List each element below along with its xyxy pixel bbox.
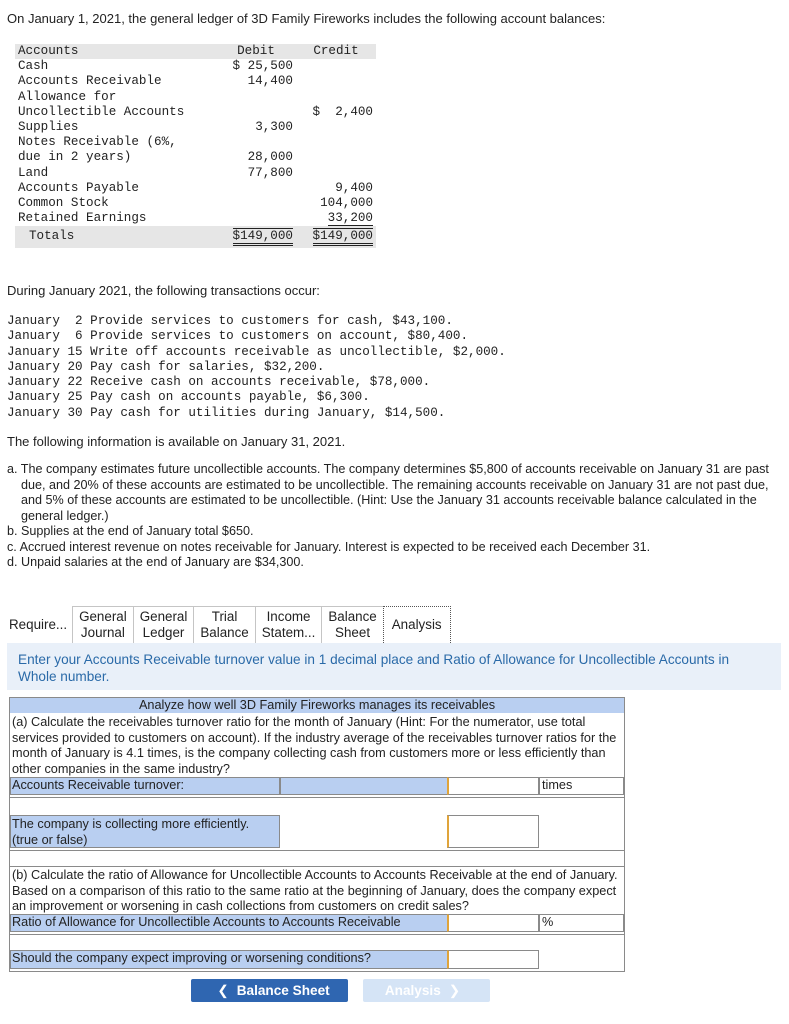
credit-value	[296, 166, 376, 181]
transaction-line: January 15 Write off accounts receivable as uncollectible, $2,000.	[7, 344, 506, 359]
analysis-panel	[9, 697, 625, 972]
instruction-banner: Enter your Accounts Receivable turnover value in 1 decimal place and Ratio of Allowance for Uncollectible Accounts in Whole number.	[7, 643, 781, 690]
table-row	[15, 74, 376, 89]
debit-value	[216, 181, 296, 196]
divider	[10, 797, 624, 798]
tab-bar	[7, 606, 450, 643]
transaction-line: January 25 Pay cash on accounts payable, $6,300.	[7, 390, 370, 405]
totals-label: Totals	[15, 226, 216, 247]
ratio-unit: %	[542, 915, 554, 929]
debit-value	[216, 90, 296, 105]
totals-credit: $149,000	[313, 228, 373, 246]
debit-value	[216, 105, 296, 120]
chevron-left-icon: ❮	[217, 982, 229, 998]
credit-value: 104,000	[320, 196, 373, 211]
transaction-line: January 30 Pay cash for utilities during January, $14,500.	[7, 405, 446, 420]
tab-trial-balance[interactable]	[193, 606, 255, 643]
totals-debit: $149,000	[233, 228, 293, 246]
debit-value: 28,000	[247, 150, 293, 165]
header-debit: Debit	[216, 44, 296, 59]
transactions-list	[7, 314, 506, 421]
info-item-d: d. Unpaid salaries at the end of January are $34,300.	[7, 555, 304, 569]
account-name: Accounts Receivable	[18, 74, 162, 89]
tab-analysis[interactable]: Analysis	[383, 606, 451, 643]
transaction-line: January 6 Provide services to customers on account, $80,400.	[7, 329, 469, 344]
tab-label-line: Journal	[80, 625, 125, 640]
table-row	[15, 196, 376, 211]
credit-value: 9,400	[335, 180, 373, 195]
tab-label-line: Sheet	[335, 625, 371, 640]
tab-label-line: Ledger	[142, 625, 185, 640]
credit-value: $ 2,400	[312, 104, 373, 119]
efficiency-label: The company is collecting more efficiently. (true or false)	[12, 817, 250, 847]
table-row	[15, 166, 376, 181]
credit-value	[296, 135, 376, 150]
tab-required[interactable]: Require...	[7, 606, 73, 643]
chevron-right-icon: ❯	[448, 982, 461, 998]
next-analysis-button[interactable]	[363, 979, 490, 1002]
debit-value: 77,800	[247, 165, 293, 180]
account-name: Supplies	[18, 120, 79, 135]
efficiency-input[interactable]	[447, 815, 539, 848]
account-name: Uncollectible Accounts	[18, 104, 185, 119]
credit-value-underlined: 33,200	[327, 211, 373, 226]
tab-balance-sheet[interactable]	[321, 606, 383, 643]
following-info-intro: The following information is available on January 31, 2021.	[7, 434, 346, 449]
ar-turnover-unit: times	[542, 778, 573, 792]
table-row	[15, 120, 376, 135]
analysis-title: Analyze how well 3D Family Fireworks manages its receivables	[10, 698, 624, 713]
debit-value: 3,300	[255, 120, 293, 135]
table-row	[15, 59, 376, 74]
account-name: Accounts Payable	[18, 180, 139, 195]
conditions-label: Should the company expect improving or worsening conditions?	[12, 951, 371, 965]
tab-general-journal[interactable]	[72, 606, 134, 643]
tab-label-line: Trial	[211, 609, 238, 624]
account-name: Allowance for	[18, 89, 117, 104]
table-row	[15, 150, 376, 165]
prev-button-label: Balance Sheet	[236, 983, 330, 998]
ar-turnover-label: Accounts Receivable turnover:	[12, 778, 185, 792]
debit-value	[216, 211, 296, 226]
header-credit: Credit	[296, 44, 376, 59]
header-accounts: Accounts	[15, 44, 216, 59]
transaction-line: January 2 Provide services to customers for cash, $43,100.	[7, 314, 453, 328]
table-row	[15, 135, 376, 150]
credit-value	[296, 74, 376, 89]
debit-value: $ 25,500	[232, 59, 293, 74]
table-row	[15, 181, 376, 196]
tab-label-line: Balance	[200, 625, 249, 640]
part-b-question: (b) Calculate the ratio of Allowance for Uncollectible Accounts to Accounts Receivable at the end of January. Based on a comparison of this ratio to the same ratio at the beginning of January, does the company expect an improvement or worsening in cash collections from customers on credit sales?	[12, 868, 618, 913]
debit-value	[216, 135, 296, 150]
totals-credit-cell	[296, 226, 376, 247]
table-header-row	[15, 44, 376, 59]
tab-label-line: Balance	[328, 609, 377, 624]
account-name: Common Stock	[18, 196, 109, 211]
table-row	[15, 90, 376, 105]
account-balances-table	[15, 44, 376, 248]
ratio-label: Ratio of Allowance for Uncollectible Accounts to Accounts Receivable	[12, 915, 401, 929]
table-row	[15, 105, 376, 120]
credit-value	[296, 59, 376, 74]
ar-turnover-input[interactable]	[447, 777, 539, 795]
info-item-a: a. The company estimates future uncollectible accounts. The company determines $5,800 of accounts receivable on January 31 are past due, and 20% of these accounts are estimated to be uncollectible. The remaining accounts receivable on January 31 are not past due, and 5% of these accounts are estimated to be uncollectible. (Hint: Use the January 31 accounts receivable balance calculated in the general ledger.)	[7, 462, 769, 523]
next-button-label: Analysis	[384, 983, 441, 998]
ar-turnover-spacer-cell	[280, 777, 449, 795]
prev-balance-sheet-button[interactable]	[191, 979, 348, 1002]
account-name: Notes Receivable (6%,	[18, 135, 177, 150]
tab-income-statement[interactable]	[255, 606, 323, 643]
part-a-question: (a) Calculate the receivables turnover ratio for the month of January (Hint: For the numerator, use total services provided to customers on account). If the industry average of the receivables turnover ratios for the month of January is 4.1 times, is the company collecting cash from customers more or less efficiently than other companies in the same industry?	[12, 715, 617, 776]
transaction-line: January 22 Receive cash on accounts receivable, $78,000.	[7, 375, 431, 390]
credit-value	[296, 120, 376, 135]
table-row	[15, 211, 376, 226]
transactions-intro: During January 2021, the following transactions occur:	[7, 283, 320, 298]
info-item-c: c. Accrued interest revenue on notes receivable for January. Interest is expected to be received each December 31.	[7, 539, 651, 554]
debit-value	[216, 196, 296, 211]
divider	[10, 934, 624, 935]
tab-label-line: Income	[266, 609, 311, 624]
tab-label-line: General	[79, 609, 127, 624]
divider	[10, 866, 624, 867]
transaction-line: January 20 Pay cash for salaries, $32,200.	[7, 359, 325, 374]
credit-value	[296, 211, 376, 226]
totals-row	[15, 226, 376, 247]
divider	[10, 850, 624, 851]
info-list	[7, 462, 777, 571]
account-name: due in 2 years)	[18, 150, 132, 165]
tab-general-ledger[interactable]	[133, 606, 195, 643]
account-name: Retained Earnings	[18, 211, 147, 226]
ratio-input[interactable]	[447, 914, 539, 932]
intro-text: On January 1, 2021, the general ledger of 3D Family Fireworks includes the following account balances:	[7, 11, 606, 26]
credit-value	[296, 90, 376, 105]
totals-debit-cell	[216, 226, 296, 247]
debit-value: 14,400	[247, 74, 293, 89]
account-name: Land	[18, 165, 49, 180]
tab-label-line: General	[139, 609, 188, 624]
account-name: Cash	[18, 59, 49, 74]
conditions-input[interactable]	[447, 950, 539, 969]
credit-value	[296, 150, 376, 165]
info-item-b: b. Supplies at the end of January total $650.	[7, 524, 254, 538]
tab-label-line: Statem...	[261, 625, 316, 640]
